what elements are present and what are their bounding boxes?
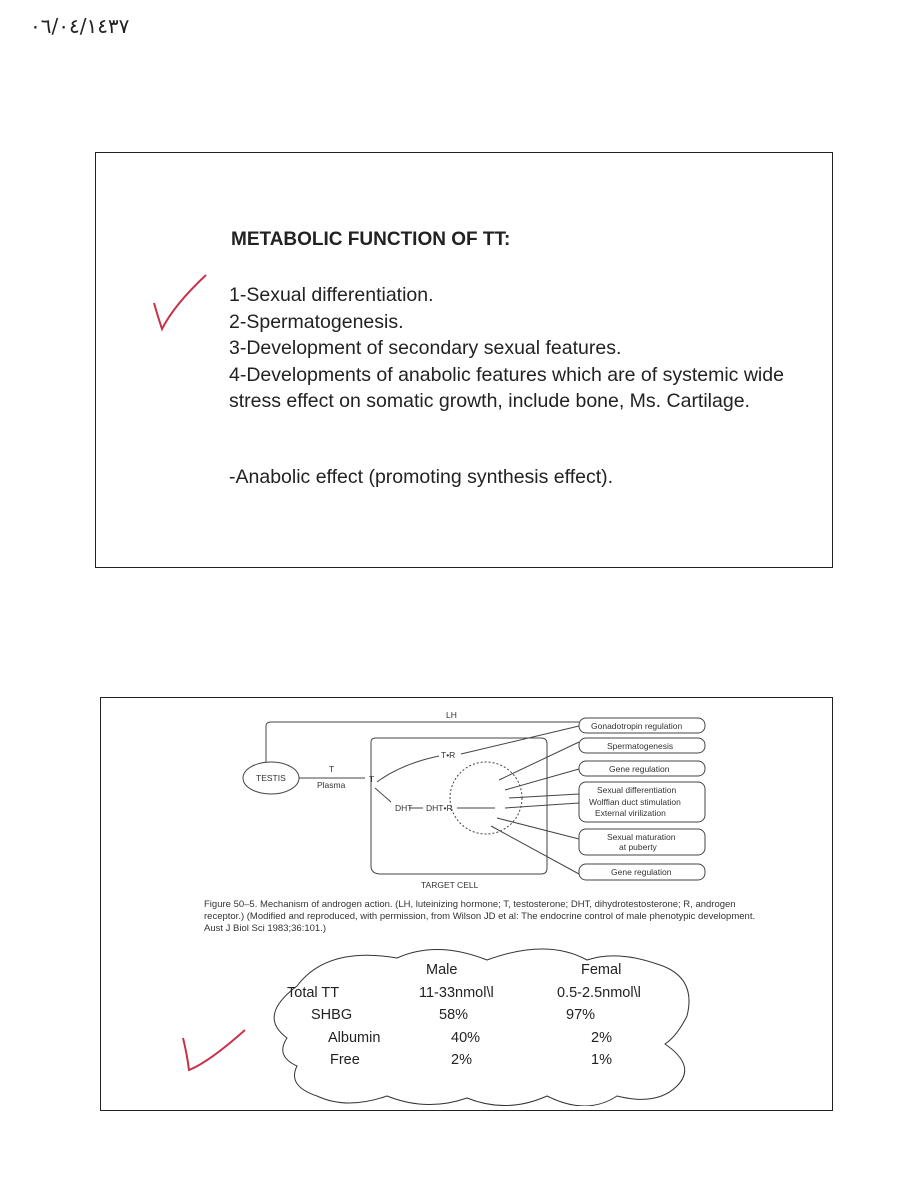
testis-label: TESTIS	[256, 773, 286, 783]
list-item: 2-Spermatogenesis.	[229, 310, 404, 333]
slide-metabolic-function	[95, 152, 833, 568]
effect-label: Wolffian duct stimulation	[589, 797, 681, 807]
anabolic-note: -Anabolic effect (promoting synthesis effect).	[229, 466, 614, 488]
date-stamp: ٠٦/٠٤/١٤٣٧	[30, 14, 130, 38]
function-list	[229, 282, 789, 415]
effect-label: at puberty	[619, 842, 657, 852]
female-value: 97%	[566, 1007, 596, 1023]
row-label: Albumin	[328, 1030, 381, 1046]
female-value: 0.5-2.5nmol\l	[557, 985, 641, 1001]
male-value: 58%	[439, 1007, 469, 1023]
effect-label: Gene regulation	[611, 867, 672, 877]
female-value: 2%	[591, 1030, 612, 1046]
lh-label: LH	[446, 710, 457, 720]
effect-label: Sexual maturation	[607, 832, 676, 842]
male-value: 2%	[451, 1052, 472, 1068]
figure-caption: Figure 50–5. Mechanism of androgen action. (LH, luteinizing hormone; T, testosterone; DHT, dihydrotestosterone; R, androgen receptor.) (Modified and reproduced, with permission, from Wilson JD et al: The endocrine control of male phenotypic development. Aust J Biol Sci 1983;36:101.)	[204, 899, 756, 934]
list-item: 3-Development of secondary sexual features.	[229, 337, 622, 359]
effect-label: Sexual differentiation	[597, 785, 677, 795]
list-item: 4-Developments of anabolic features which are of systemic wide stress effect on somatic growth, include bone, Ms. Cartilage.	[229, 363, 784, 412]
androgen-mechanism-diagram	[101, 698, 832, 898]
effect-label: Gonadotropin regulation	[591, 721, 683, 731]
t-cell-label: T	[369, 774, 375, 784]
dhtr-label: DHT•R	[426, 803, 453, 813]
list-item: 1-Sexual differentiation.	[229, 284, 434, 306]
effect-label: Spermatogenesis	[607, 741, 674, 751]
dht-label: DHT	[395, 803, 413, 813]
row-label: SHBG	[311, 1007, 353, 1023]
checkmark-icon	[179, 1018, 249, 1078]
row-label: Total TT	[287, 985, 340, 1001]
male-value: 40%	[451, 1030, 481, 1046]
row-label: Free	[330, 1052, 360, 1068]
slide-androgen-action	[100, 697, 833, 1111]
effect-label: Gene regulation	[609, 764, 670, 774]
tr-label: T•R	[441, 750, 456, 760]
plasma-label: Plasma	[317, 780, 346, 790]
slide-title: METABOLIC FUNCTION OF TT:	[231, 229, 511, 250]
t-plasma-label: T	[329, 764, 335, 774]
cloud-outline	[257, 946, 707, 1106]
male-value: 11-33nmol\l	[419, 985, 494, 1001]
female-value: 1%	[591, 1052, 612, 1068]
column-header-female: Femal	[581, 962, 622, 978]
checkmark-icon	[148, 269, 212, 333]
effect-label: External virilization	[595, 808, 666, 818]
target-cell-label: TARGET CELL	[421, 880, 479, 890]
column-header-male: Male	[426, 962, 458, 978]
